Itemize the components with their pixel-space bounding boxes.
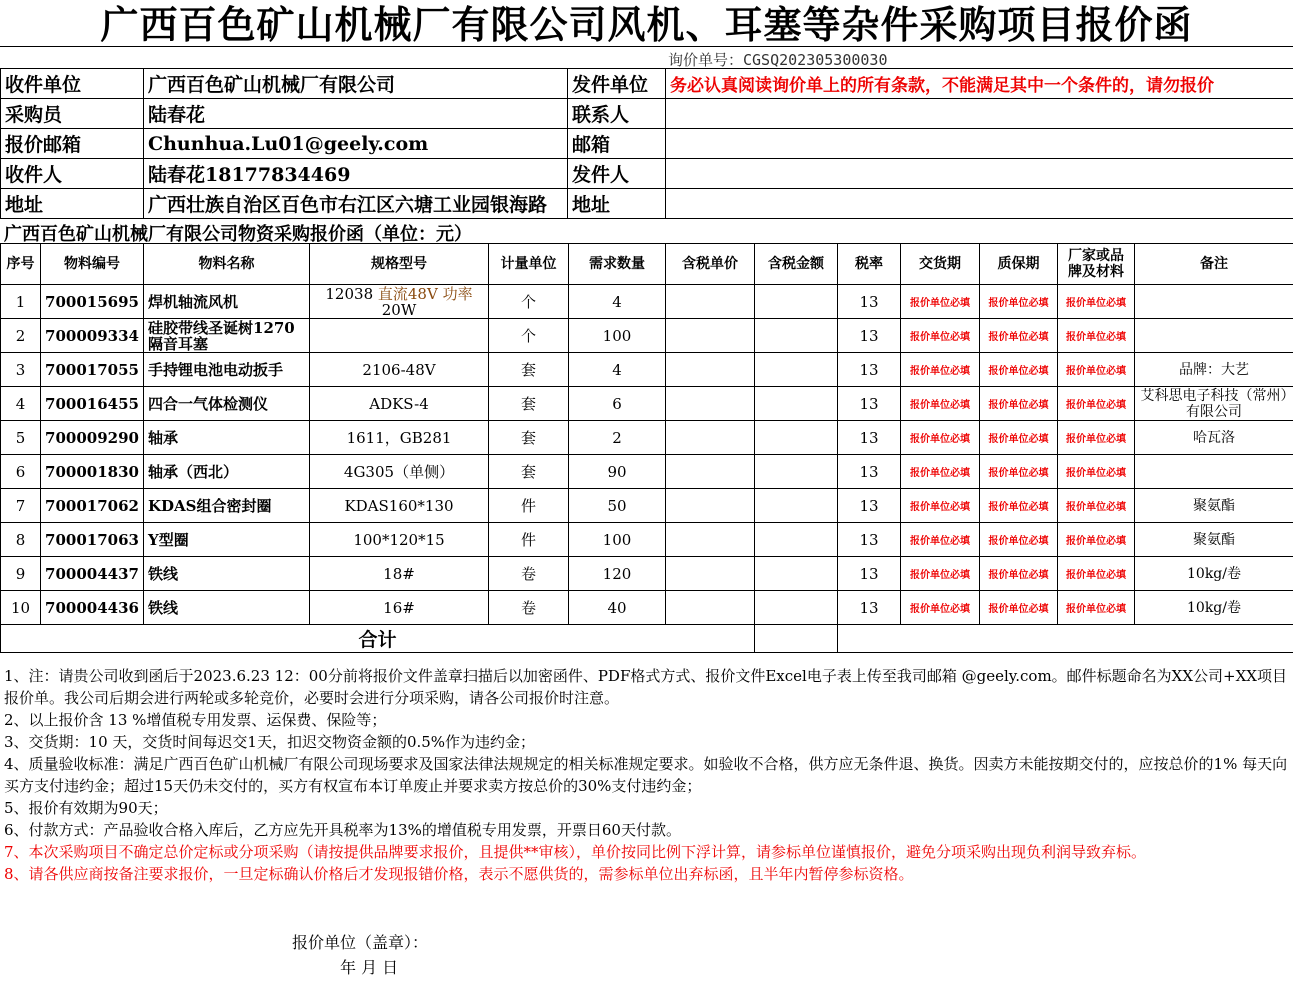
item-qty: 40 <box>569 591 666 625</box>
brand-required[interactable]: 报价单位必填 <box>1058 285 1135 319</box>
buyer-label: 采购员 <box>1 99 144 129</box>
item-spec: 16# <box>310 591 489 625</box>
item-unit: 套 <box>489 387 569 421</box>
unit-price-cell[interactable] <box>666 421 755 455</box>
item-code: 700004437 <box>41 557 144 591</box>
item-remark <box>1135 285 1293 319</box>
unit-price-cell[interactable] <box>666 319 755 353</box>
amount-cell[interactable] <box>755 285 838 319</box>
item-name: 铁线 <box>144 591 310 625</box>
amount-cell[interactable] <box>755 489 838 523</box>
item-unit: 套 <box>489 353 569 387</box>
item-tax: 13 <box>838 285 901 319</box>
spec-part: 20W <box>381 300 417 319</box>
delivery-required[interactable]: 报价单位必填 <box>901 319 980 353</box>
warranty-required[interactable]: 报价单位必填 <box>980 489 1058 523</box>
contact-label: 联系人 <box>568 99 666 129</box>
item-remark: 品牌：大艺 <box>1135 353 1293 387</box>
item-qty: 100 <box>569 319 666 353</box>
note-item: 8、请各供应商按备注要求报价，一旦定标确认价格后才发现报错价格，表示不愿供货的，需参标单位出弃标函，且半年内暂停参标资格。 <box>4 865 914 883</box>
table-row <box>1 557 1293 591</box>
unit-price-cell[interactable] <box>666 455 755 489</box>
email-label: 报价邮箱 <box>1 129 144 159</box>
item-name: 轴承（西北） <box>144 455 310 489</box>
header-qty: 需求数量 <box>569 244 666 285</box>
item-spec <box>310 319 489 353</box>
header-tax: 税率 <box>838 244 901 285</box>
item-tax: 13 <box>838 591 901 625</box>
brand-required[interactable]: 报价单位必填 <box>1058 319 1135 353</box>
item-no: 9 <box>1 557 41 591</box>
warranty-required[interactable]: 报价单位必填 <box>980 455 1058 489</box>
item-tax: 13 <box>838 353 901 387</box>
item-unit: 件 <box>489 523 569 557</box>
item-unit: 个 <box>489 285 569 319</box>
item-code: 700017055 <box>41 353 144 387</box>
header-warranty: 质保期 <box>980 244 1058 285</box>
item-unit: 套 <box>489 421 569 455</box>
amount-cell[interactable] <box>755 591 838 625</box>
item-qty: 100 <box>569 523 666 557</box>
item-spec: KDAS160*130 <box>310 489 489 523</box>
total-blank <box>838 625 1293 653</box>
amount-cell[interactable] <box>755 455 838 489</box>
item-code: 700009334 <box>41 319 144 353</box>
note-item: 6、付款方式：产品验收合格入库后，乙方应先开具税率为13%的增值税专用发票，开票日60天付款。 <box>4 821 681 839</box>
header-amount: 含税金额 <box>755 244 838 285</box>
item-no: 5 <box>1 421 41 455</box>
item-spec: 1611，GB281 <box>310 421 489 455</box>
note-item: 3、交货期：10 天，交货时间每迟交1天，扣迟交物资金额的0.5%作为违约金； <box>4 733 536 751</box>
total-row <box>1 625 1293 653</box>
table-row <box>1 387 1293 421</box>
header-delivery: 交货期 <box>901 244 980 285</box>
inquiry-number: 询价单号：CGSQ202305300030 <box>668 51 888 69</box>
brand-required[interactable]: 报价单位必填 <box>1058 353 1135 387</box>
amount-cell[interactable] <box>755 421 838 455</box>
note-item: 1、注：请贵公司收到函后于2023.6.23 12：00分前将报价文件盖章扫描后以加密函件、PDF格式方式、报价文件Excel电子表上传至我司邮箱 @geely.com。邮件标题命名为XX公司+XX项目报价单。我公司后期会进行两轮或多轮竞价，必要时会进行分项采购，请各公司报价时注意。 <box>4 667 1287 707</box>
delivery-required[interactable]: 报价单位必填 <box>901 353 980 387</box>
item-no: 2 <box>1 319 41 353</box>
item-name: Y型圈 <box>144 523 310 557</box>
sender-address-label: 地址 <box>568 189 666 219</box>
header-unit-price: 含税单价 <box>666 244 755 285</box>
table-header-row <box>1 244 1293 285</box>
recipient-value: 陆春花18177834469 <box>144 159 568 189</box>
buyer-value: 陆春花 <box>144 99 568 129</box>
unit-price-cell[interactable] <box>666 387 755 421</box>
table-row <box>1 523 1293 557</box>
item-no: 6 <box>1 455 41 489</box>
item-code: 700001830 <box>41 455 144 489</box>
receiver-unit-value: 广西百色矿山机械厂有限公司 <box>144 69 568 99</box>
amount-cell[interactable] <box>755 319 838 353</box>
total-amount-cell[interactable] <box>755 625 838 653</box>
warranty-required[interactable]: 报价单位必填 <box>980 591 1058 625</box>
brand-required[interactable]: 报价单位必填 <box>1058 523 1135 557</box>
item-unit: 卷 <box>489 591 569 625</box>
item-tax: 13 <box>838 387 901 421</box>
item-no: 4 <box>1 387 41 421</box>
warranty-required[interactable]: 报价单位必填 <box>980 285 1058 319</box>
item-name: 四合一气体检测仪 <box>144 387 310 421</box>
warranty-required[interactable]: 报价单位必填 <box>980 387 1058 421</box>
note-item: 2、以上报价含 13 %增值税专用发票、运保费、保险等； <box>4 711 387 729</box>
amount-cell[interactable] <box>755 387 838 421</box>
warranty-required[interactable]: 报价单位必填 <box>980 353 1058 387</box>
warranty-required[interactable]: 报价单位必填 <box>980 557 1058 591</box>
sender-address-value[interactable] <box>666 189 1293 219</box>
header-name: 物料名称 <box>144 244 310 285</box>
unit-price-cell[interactable] <box>666 557 755 591</box>
table-row <box>1 591 1293 625</box>
brand-required[interactable]: 报价单位必填 <box>1058 591 1135 625</box>
spec-part: 12038 <box>325 284 378 303</box>
brand-required[interactable]: 报价单位必填 <box>1058 489 1135 523</box>
signature-block <box>292 930 428 980</box>
table-row <box>1 285 1293 319</box>
header-remark: 备注 <box>1135 244 1293 285</box>
item-tax: 13 <box>838 489 901 523</box>
item-unit: 套 <box>489 455 569 489</box>
delivery-required[interactable]: 报价单位必填 <box>901 489 980 523</box>
item-qty: 6 <box>569 387 666 421</box>
sender-label: 发件人 <box>568 159 666 189</box>
table-row <box>1 319 1293 353</box>
item-qty: 50 <box>569 489 666 523</box>
item-tax: 13 <box>838 319 901 353</box>
header-unit: 计量单位 <box>489 244 569 285</box>
page-title: 广西百色矿山机械厂有限公司风机、耳塞等杂件采购项目报价函 <box>0 0 1293 47</box>
brand-required[interactable]: 报价单位必填 <box>1058 421 1135 455</box>
item-no: 8 <box>1 523 41 557</box>
item-remark: 聚氨酯 <box>1135 489 1293 523</box>
warning-text: 务必认真阅读询价单上的所有条款，不能满足其中一个条件的，请勿报价 <box>666 69 1293 99</box>
item-spec: 2106-48V <box>310 353 489 387</box>
item-unit: 个 <box>489 319 569 353</box>
delivery-required[interactable]: 报价单位必填 <box>901 387 980 421</box>
item-name: 手持锂电池电动扳手 <box>144 353 310 387</box>
item-unit: 卷 <box>489 557 569 591</box>
item-qty: 4 <box>569 285 666 319</box>
item-no: 10 <box>1 591 41 625</box>
amount-cell[interactable] <box>755 353 838 387</box>
unit-price-cell[interactable] <box>666 285 755 319</box>
item-name: 铁线 <box>144 557 310 591</box>
item-tax: 13 <box>838 421 901 455</box>
item-tax: 13 <box>838 557 901 591</box>
item-spec: ADKS-4 <box>310 387 489 421</box>
note-item: 4、质量验收标准：满足广西百色矿山机械厂有限公司现场要求及国家法律法规规定的相关标准规定要求。如验收不合格，供方应无条件退、换货。因卖方未能按期交付的，应按总价的1% 每天向买方支付违约金；超过15天仍未交付的，买方有权宣布本订单废止并要求卖方按总价的30%支付违约金； <box>4 755 1288 795</box>
quotation-table <box>0 243 1293 653</box>
item-spec: 4G305（单侧） <box>310 455 489 489</box>
header-no: 序号 <box>1 244 41 285</box>
item-code: 700017063 <box>41 523 144 557</box>
item-tax: 13 <box>838 455 901 489</box>
unit-price-cell[interactable] <box>666 489 755 523</box>
item-name: 轴承 <box>144 421 310 455</box>
note-item: 7、本次采购项目不确定总价定标或分项采购（请按提供品牌要求报价，且提供**审核），单价按同比例下浮计算，请参标单位谨慎报价，避免分项采购出现负利润导致弃标。 <box>4 843 1147 861</box>
table-row <box>1 353 1293 387</box>
item-remark: 哈瓦洛 <box>1135 421 1293 455</box>
recipient-label: 收件人 <box>1 159 144 189</box>
item-spec <box>310 285 489 319</box>
item-no: 3 <box>1 353 41 387</box>
unit-price-cell[interactable] <box>666 353 755 387</box>
item-remark: 聚氨酯 <box>1135 523 1293 557</box>
seal-label: 报价单位（盖章）： <box>292 933 429 952</box>
mailbox-label: 邮箱 <box>568 129 666 159</box>
item-remark: 艾科思电子科技（常州）有限公司 <box>1135 387 1293 421</box>
delivery-required[interactable]: 报价单位必填 <box>901 523 980 557</box>
unit-price-cell[interactable] <box>666 523 755 557</box>
item-remark <box>1135 455 1293 489</box>
delivery-required[interactable]: 报价单位必填 <box>901 421 980 455</box>
total-label: 合计 <box>1 625 755 653</box>
item-qty: 120 <box>569 557 666 591</box>
email-value[interactable]: Chunhua.Lu01@geely.com <box>144 129 568 159</box>
unit-price-cell[interactable] <box>666 591 755 625</box>
table-subtitle: 广西百色矿山机械厂有限公司物资采购报价函（单位：元） <box>4 224 472 245</box>
delivery-required[interactable]: 报价单位必填 <box>901 455 980 489</box>
note-item: 5、报价有效期为90天； <box>4 799 168 817</box>
item-code: 700004436 <box>41 591 144 625</box>
item-name: KDAS组合密封圈 <box>144 489 310 523</box>
header-brand: 厂家或品牌及材料 <box>1058 244 1135 285</box>
table-row <box>1 489 1293 523</box>
item-remark <box>1135 319 1293 353</box>
item-remark: 10kg/卷 <box>1135 557 1293 591</box>
item-qty: 90 <box>569 455 666 489</box>
item-no: 7 <box>1 489 41 523</box>
item-qty: 4 <box>569 353 666 387</box>
brand-required[interactable]: 报价单位必填 <box>1058 455 1135 489</box>
address-label: 地址 <box>1 189 144 219</box>
item-name: 焊机轴流风机 <box>144 285 310 319</box>
item-code: 700017062 <box>41 489 144 523</box>
item-code: 700016455 <box>41 387 144 421</box>
table-row <box>1 455 1293 489</box>
item-spec: 100*120*15 <box>310 523 489 557</box>
item-remark: 10kg/卷 <box>1135 591 1293 625</box>
table-row <box>1 421 1293 455</box>
item-tax: 13 <box>838 523 901 557</box>
warranty-required[interactable]: 报价单位必填 <box>980 523 1058 557</box>
sender-value[interactable] <box>666 159 1293 189</box>
item-no: 1 <box>1 285 41 319</box>
amount-cell[interactable] <box>755 557 838 591</box>
item-spec: 18# <box>310 557 489 591</box>
delivery-required[interactable]: 报价单位必填 <box>901 591 980 625</box>
brand-required[interactable]: 报价单位必填 <box>1058 387 1135 421</box>
mailbox-value[interactable] <box>666 129 1293 159</box>
sender-unit-label: 发件单位 <box>568 69 666 99</box>
delivery-required[interactable]: 报价单位必填 <box>901 557 980 591</box>
date-label: 年 月 日 <box>340 958 399 977</box>
spec-part: 直流48V 功率 <box>377 284 473 303</box>
item-code: 700015695 <box>41 285 144 319</box>
warranty-required[interactable]: 报价单位必填 <box>980 319 1058 353</box>
warranty-required[interactable]: 报价单位必填 <box>980 421 1058 455</box>
address-value: 广西壮族自治区百色市右江区六塘工业园银海路 <box>144 189 568 219</box>
item-name: 硅胶带线圣诞树1270隔音耳塞 <box>144 319 310 353</box>
brand-required[interactable]: 报价单位必填 <box>1058 557 1135 591</box>
delivery-required[interactable]: 报价单位必填 <box>901 285 980 319</box>
amount-cell[interactable] <box>755 523 838 557</box>
header-spec: 规格型号 <box>310 244 489 285</box>
terms-notes <box>4 665 1291 885</box>
item-qty: 2 <box>569 421 666 455</box>
item-code: 700009290 <box>41 421 144 455</box>
header-code: 物料编号 <box>41 244 144 285</box>
receiver-unit-label: 收件单位 <box>1 69 144 99</box>
item-unit: 件 <box>489 489 569 523</box>
info-table <box>0 68 1293 219</box>
contact-value[interactable] <box>666 99 1293 129</box>
